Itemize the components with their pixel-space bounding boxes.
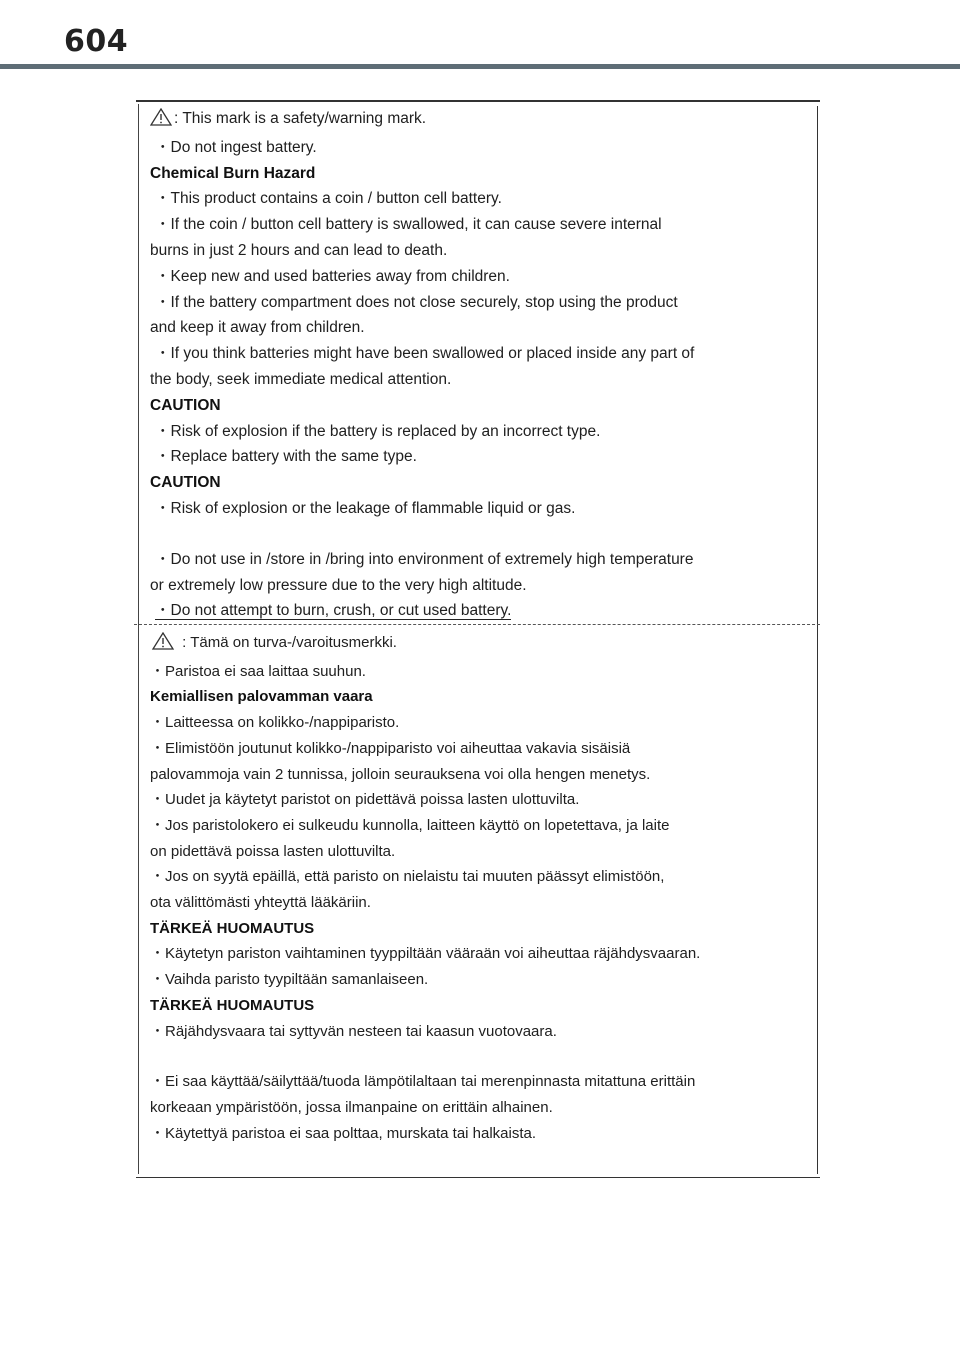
warning-triangle-icon bbox=[150, 108, 172, 135]
warning-line: ・Vaihda paristo tyypiltään samanlaiseen. bbox=[150, 971, 429, 989]
language-divider bbox=[134, 624, 820, 625]
warning-line: ・If the coin / button cell battery is swallowed, it can cause severe internal bbox=[155, 216, 662, 234]
section-heading: TÄRKEÄ HUOMAUTUS bbox=[150, 996, 315, 1014]
underlined-warning-text: ・Do not attempt to burn, crush, or cut used battery. bbox=[155, 602, 512, 620]
warning-line: ・This product contains a coin / button cell battery. bbox=[155, 190, 502, 208]
section-heading: Kemiallisen palovamman vaara bbox=[150, 688, 373, 706]
warning-line: ・Käytettyä paristoa ei saa polttaa, murskata tai halkaista. bbox=[150, 1124, 537, 1142]
warning-line: ・Replace battery with the same type. bbox=[155, 448, 417, 466]
warning-line: or extremely low pressure due to the very high altitude. bbox=[150, 576, 527, 594]
safety-mark-text: : This mark is a safety/warning mark. bbox=[174, 110, 427, 127]
warning-line: on pidettävä poissa lasten ulottuvilta. bbox=[150, 842, 396, 860]
warning-line: ・If the battery compartment does not close securely, stop using the product bbox=[155, 293, 678, 311]
safety-mark-line bbox=[150, 630, 814, 659]
warning-line: ・Do not ingest battery. bbox=[155, 138, 317, 156]
warning-line bbox=[150, 598, 814, 624]
warning-line: and keep it away from children. bbox=[150, 319, 365, 337]
sheet-right-border bbox=[817, 106, 819, 1174]
warning-line: ・If you think batteries might have been swallowed or placed inside any part of bbox=[155, 345, 695, 363]
scanned-warning-sheet bbox=[136, 100, 820, 1178]
section-heading: CAUTION bbox=[150, 396, 221, 414]
warning-line: burns in just 2 hours and can lead to death. bbox=[150, 241, 448, 259]
english-warning-section bbox=[150, 106, 814, 624]
warning-line: ・Uudet ja käytetyt paristot on pidettävä poissa lasten ulottuvilta. bbox=[150, 791, 580, 809]
warning-line: palovammoja vain 2 tunnissa, jolloin seurauksena voi olla hengen menetys. bbox=[150, 765, 651, 783]
section-heading: TÄRKEÄ HUOMAUTUS bbox=[150, 919, 315, 937]
warning-line: ・Käytetyn pariston vaihtaminen tyyppiltään vääraän voi aiheuttaa räjähdysvaaran. bbox=[150, 945, 701, 963]
warning-line: korkeaan ympäristöön, jossa ilmanpaine on erittäin alhainen. bbox=[150, 1098, 553, 1116]
warning-line: ・Laitteessa on kolikko-/nappiparisto. bbox=[150, 714, 400, 732]
warning-line: the body, seek immediate medical attention. bbox=[150, 370, 452, 388]
sheet-top-border bbox=[136, 100, 820, 102]
warning-triangle-icon bbox=[150, 632, 176, 659]
sheet-bottom-border bbox=[136, 1177, 820, 1179]
warning-line: ・Ei saa käyttää/säilyttää/tuoda lämpötilaltaan tai merenpinnasta mitattuna erittäin bbox=[150, 1073, 696, 1091]
warning-line: ・Räjähdysvaara tai syttyvän nesteen tai kaasun vuotovaara. bbox=[150, 1022, 557, 1040]
section-heading: CAUTION bbox=[150, 474, 221, 492]
safety-mark-text: : Tämä on turva-/varoitusmerkki. bbox=[178, 634, 397, 651]
safety-mark-line bbox=[150, 106, 814, 135]
warning-line: ・Jos paristolokero ei sulkeudu kunnolla, laitteen käyttö on lopetettava, ja laite bbox=[150, 816, 670, 834]
section-heading: Chemical Burn Hazard bbox=[150, 164, 316, 182]
warning-line: ota välittömästi yhteyttä lääkäriin. bbox=[150, 894, 371, 912]
warning-line: ・Do not use in /store in /bring into environment of extremely high temperature bbox=[155, 550, 694, 568]
warning-line: ・Risk of explosion or the leakage of flammable liquid or gas. bbox=[155, 499, 576, 517]
finnish-warning-section bbox=[150, 630, 814, 1146]
warning-line: ・Paristoa ei saa laittaa suuhun. bbox=[150, 662, 366, 680]
warning-line: ・Jos on syytä epäillä, että paristo on nielaistu tai muuten päässyt elimistöön, bbox=[150, 868, 665, 886]
warning-line: ・Keep new and used batteries away from children. bbox=[155, 267, 510, 285]
page-number: 604 bbox=[64, 24, 129, 59]
warning-line: ・Risk of explosion if the battery is replaced by an incorrect type. bbox=[155, 422, 601, 440]
warning-line: ・Elimistöön joutunut kolikko-/nappiparisto voi aiheuttaa vakavia sisäisiä bbox=[150, 739, 631, 757]
header-rule bbox=[0, 64, 960, 69]
sheet-left-border bbox=[138, 104, 139, 1174]
